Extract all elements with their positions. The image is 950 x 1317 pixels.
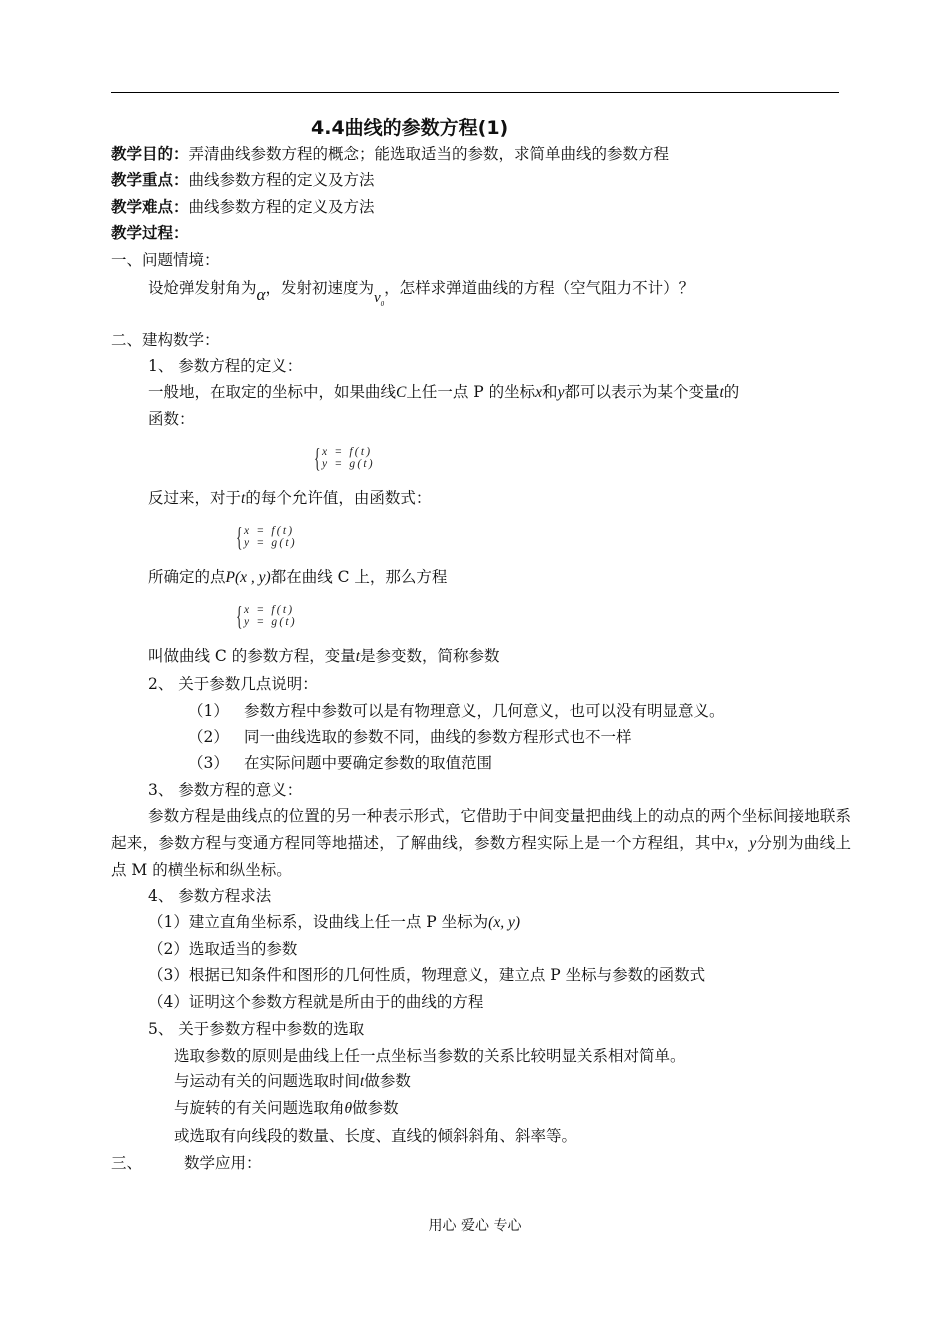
goal-line xyxy=(111,143,669,165)
key-label: 教学重点： xyxy=(111,171,189,189)
notes-heading: 2、 关于参数几点说明： xyxy=(148,675,318,693)
page-title: 4.4曲线的参数方程(1) xyxy=(311,117,509,139)
choose-principle: 选取参数的原则是曲线上任一点坐标当参数的关系比较明显关系相对简单。 xyxy=(174,1047,686,1065)
point-p: P(x , y) xyxy=(225,569,271,586)
difficulty-line xyxy=(111,196,375,218)
definition-point: 所确定的点P(x , y)都在曲线 C 上，那么方程 xyxy=(148,568,448,586)
section3-heading: 三、 数学应用： xyxy=(111,1154,262,1172)
difficulty-text: 曲线参数方程的定义及方法 xyxy=(188,198,375,216)
note-item: （2） 同一曲线选取的参数不同，曲线的参数方程形式也不一样 xyxy=(188,728,632,746)
method-step-4: （4）证明这个参数方程就是所由于的曲线的方程 xyxy=(148,993,484,1011)
key-line xyxy=(111,169,375,191)
key-text: 曲线参数方程的定义及方法 xyxy=(188,171,375,189)
definition-conclusion: 叫做曲线 C 的参数方程，变量t是参变数，简称参数 xyxy=(148,647,500,665)
definition-heading: 1、 参数方程的定义： xyxy=(148,357,303,375)
header-rule xyxy=(111,92,839,93)
method-step-1: （1）建立直角坐标系，设曲线上任一点 P 坐标为(x, y) xyxy=(148,913,520,931)
v0-symbol: $v_0$ xyxy=(373,290,385,308)
note-item: （3） 在实际问题中要确定参数的取值范围 xyxy=(188,754,493,772)
page-footer: 用心 爱心 专心 xyxy=(428,1218,522,1234)
definition-line2: 函数： xyxy=(148,410,195,428)
method-step-2: （2）选取适当的参数 xyxy=(148,940,298,958)
choose-other: 或选取有向线段的数量、长度、直线的倾斜斜角、斜率等。 xyxy=(174,1127,578,1145)
method-step-3: （3）根据已知条件和图形的几何性质，物理意义，建立点 P 坐标与参数的函数式 xyxy=(148,966,706,984)
section2-heading: 二、建构数学： xyxy=(111,331,220,349)
alpha-symbol: α xyxy=(256,285,266,304)
process-label: 教学过程： xyxy=(111,224,189,242)
goal-label: 教学目的： xyxy=(111,145,189,163)
section1-heading: 一、问题情境： xyxy=(111,251,220,269)
goal-text: 弄清曲线参数方程的概念；能选取适当的参数，求简单曲线的参数方程 xyxy=(188,145,670,163)
definition-converse: 反过来，对于t的每个允许值，由函数式： xyxy=(148,489,432,507)
choose-time: 与运动有关的问题选取时间t做参数 xyxy=(174,1072,411,1090)
choose-angle: 与旋转的有关问题选取角θ做参数 xyxy=(174,1099,399,1117)
meaning-paragraph: 参数方程是曲线点的位置的另一种表示形式，它借助于中间变量把曲线上的动点的两个坐标间接地联系起来，参数方程与变通方程同等地描述，了解曲线，参数方程实际上是一个方程组，其中x，y分别为曲线上点 M 的横坐标和纵坐标。 xyxy=(111,807,851,879)
choose-heading: 5、 关于参数方程中参数的选取 xyxy=(148,1020,365,1038)
note-item: （1） 参数方程中参数可以是有物理意义，几何意义，也可以没有明显意义。 xyxy=(188,702,725,720)
definition-line1: 一般地，在取定的坐标中，如果曲线C上任一点 P 的坐标x和y都可以表示为某个变量t的 xyxy=(148,383,740,401)
difficulty-label: 教学难点： xyxy=(111,198,189,216)
problem-statement: 设炝弹发射角为α，发射初速度为$v_0$，怎样求弹道曲线的方程（空气阻力不计）？ xyxy=(148,279,695,308)
method-heading: 4、 参数方程求法 xyxy=(148,887,272,905)
meaning-heading: 3、 参数方程的意义： xyxy=(148,781,303,799)
